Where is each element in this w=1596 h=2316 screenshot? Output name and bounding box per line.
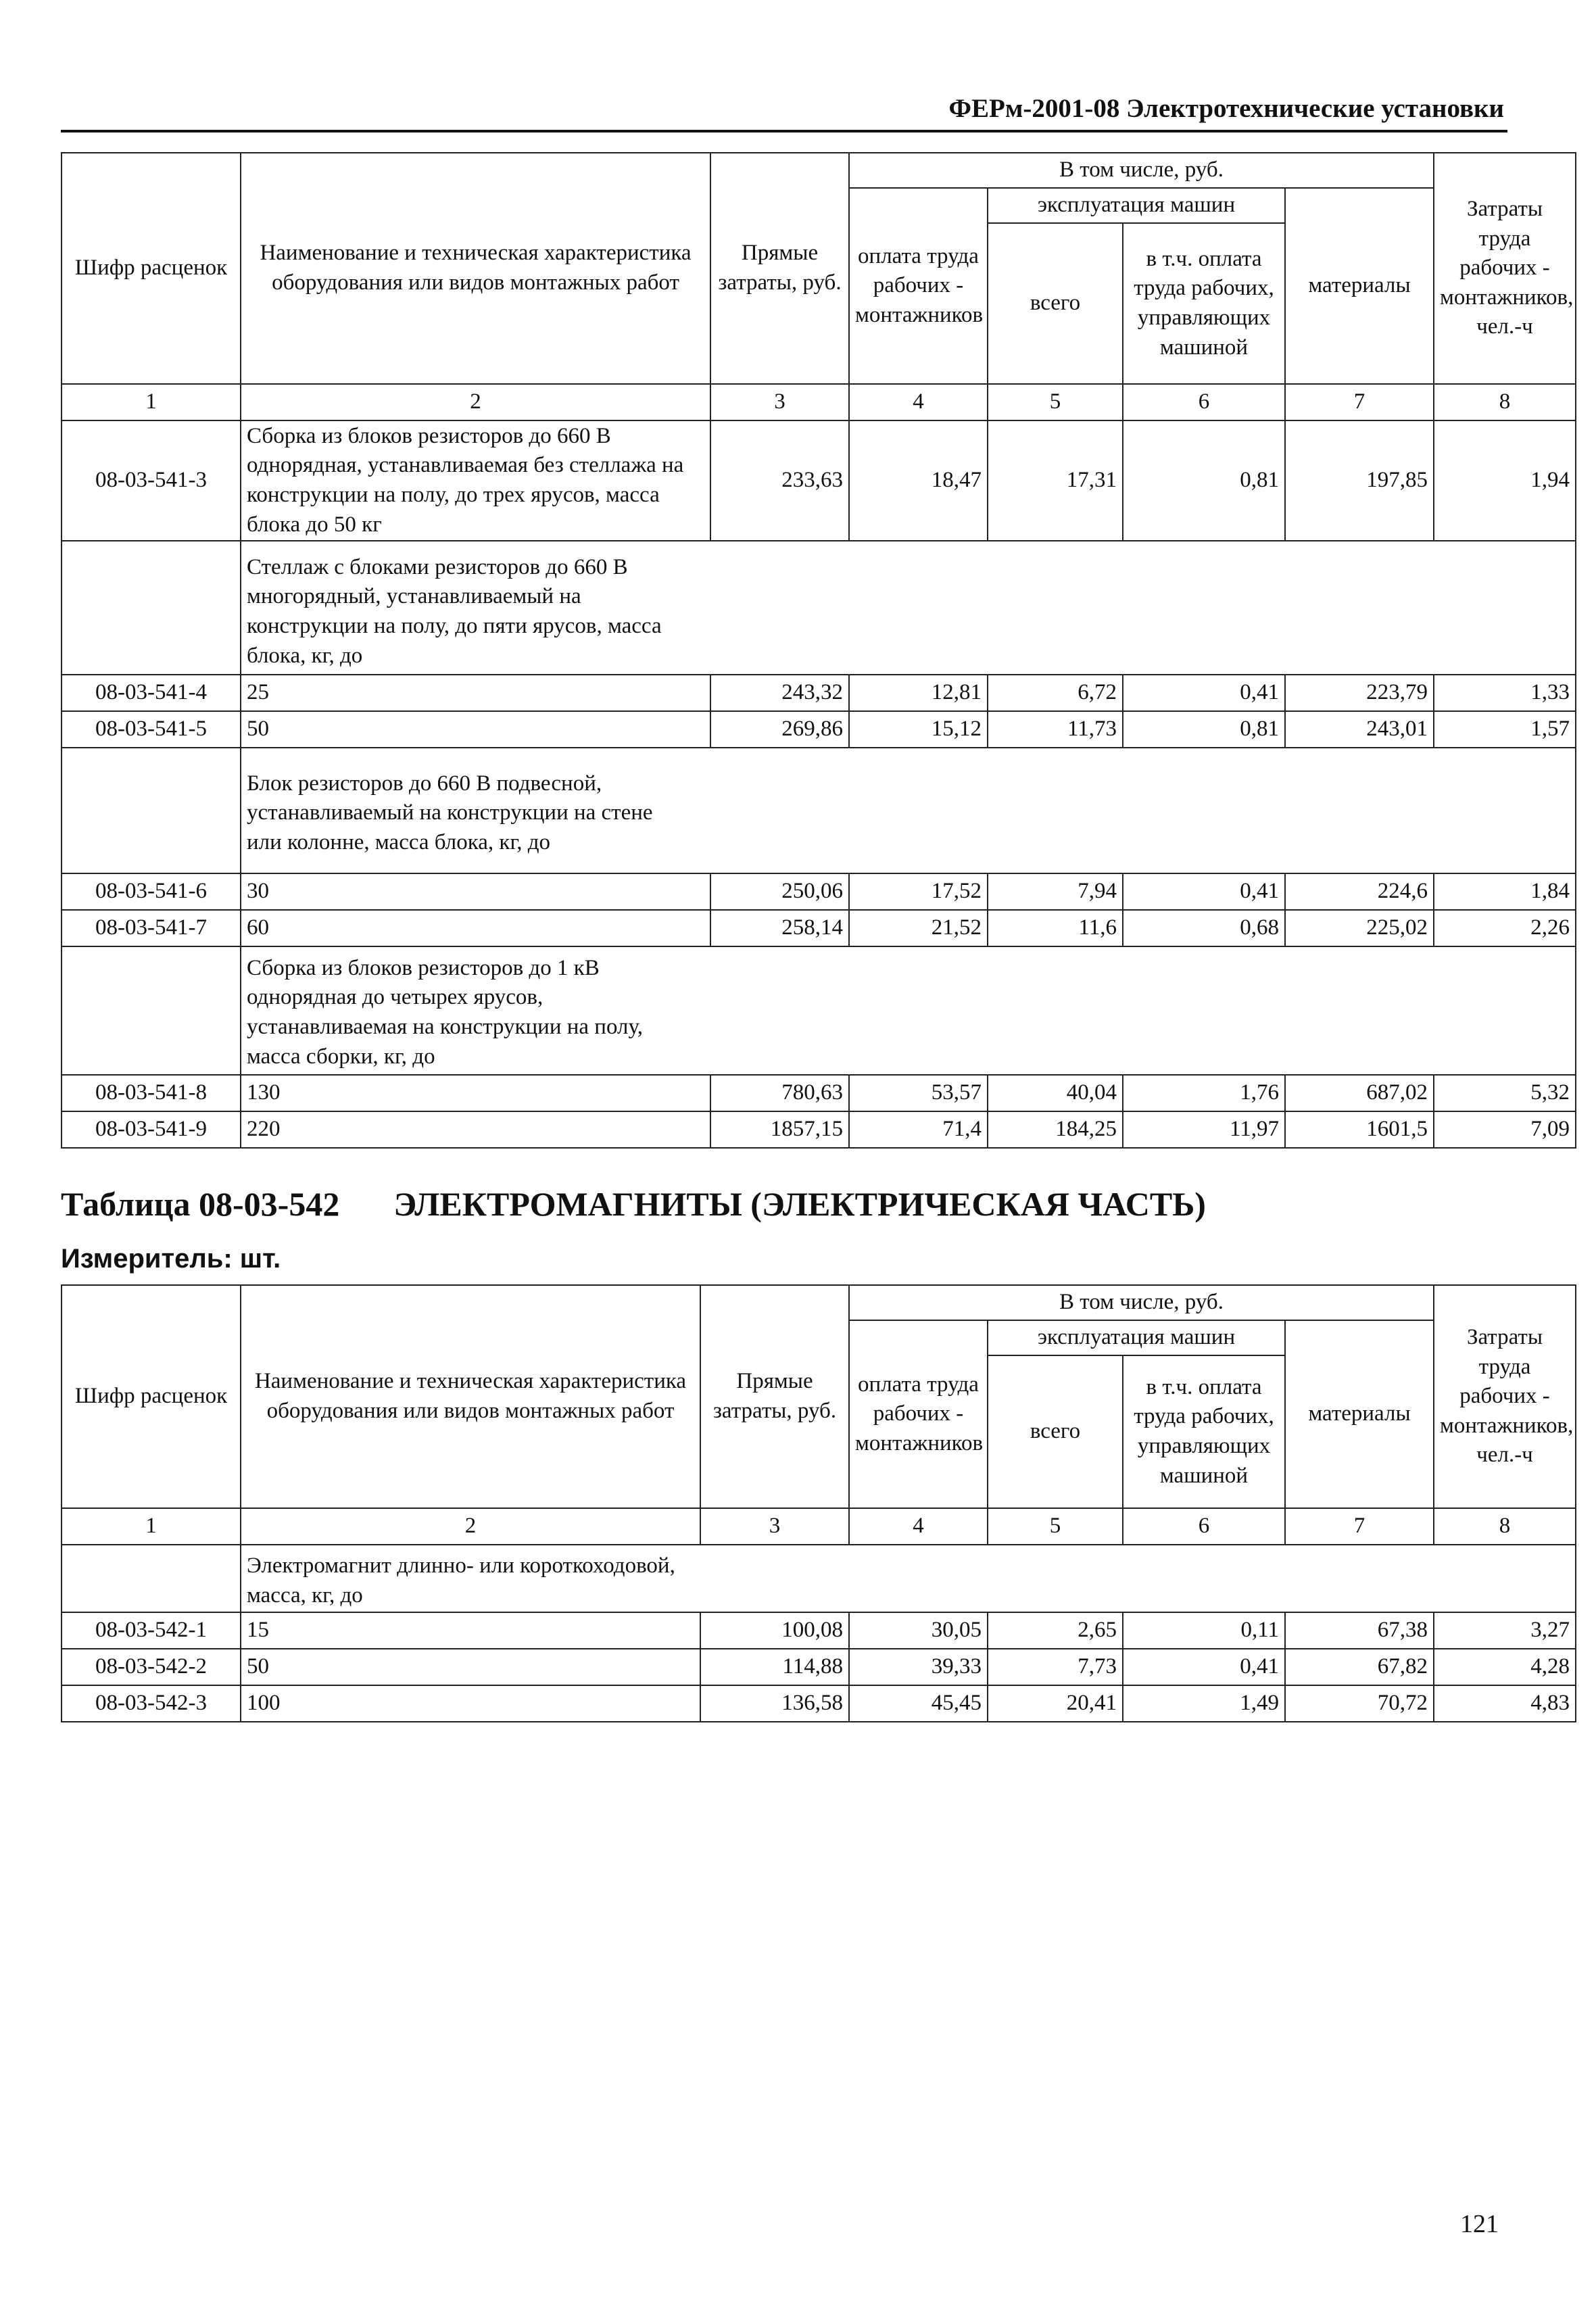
row-mtotal: 11,73 <box>988 711 1123 748</box>
row-name: 130 <box>241 1075 710 1111</box>
table-header <box>62 1285 1576 1545</box>
table-row <box>62 910 1576 946</box>
col-number: 7 <box>1285 1508 1434 1545</box>
row-labor: 17,52 <box>849 873 988 910</box>
row-direct: 1857,15 <box>710 1111 849 1148</box>
row-direct: 243,32 <box>710 675 849 711</box>
row-mtotal: 7,73 <box>988 1649 1123 1685</box>
table-body <box>62 420 1576 1148</box>
row-materials: 243,01 <box>1285 711 1434 748</box>
table-row <box>62 1685 1576 1722</box>
measure-unit: Измеритель: шт. <box>61 1244 281 1274</box>
col-mop-header: в т.ч. оплата труда рабочих, управляющих машиной <box>1123 223 1285 384</box>
col-labor-header: оплата труда рабочих - монтажников <box>849 1320 988 1508</box>
page-header: ФЕРм-2001-08 Электротехнические установки <box>948 94 1504 123</box>
row-direct: 233,63 <box>710 420 849 541</box>
row-labor: 53,57 <box>849 1075 988 1111</box>
row-name: 50 <box>241 1649 700 1685</box>
row-materials: 687,02 <box>1285 1075 1434 1111</box>
col-name-header: Наименование и техническая характеристика оборудования или видов монтажных работ <box>241 1285 700 1508</box>
row-name: 30 <box>241 873 710 910</box>
row-mtotal: 20,41 <box>988 1685 1123 1722</box>
row-direct: 250,06 <box>710 873 849 910</box>
col-number: 4 <box>849 1508 988 1545</box>
row-code: 08-03-542-1 <box>62 1612 241 1649</box>
row-name: 50 <box>241 711 710 748</box>
row-name: 60 <box>241 910 710 946</box>
col-including-header: В том числе, руб. <box>849 1285 1434 1320</box>
row-labor: 21,52 <box>849 910 988 946</box>
table-row <box>62 1612 1576 1649</box>
table-header <box>62 153 1576 420</box>
group-row <box>62 946 1576 1075</box>
row-name: 25 <box>241 675 710 711</box>
col-number: 8 <box>1434 1508 1576 1545</box>
row-labor: 39,33 <box>849 1649 988 1685</box>
col-number: 5 <box>988 384 1123 420</box>
row-name: 220 <box>241 1111 710 1148</box>
group-title: Сборка из блоков резисторов до 1 кВ однорядная до четырех ярусов, устанавливаемая на конструкции на полу, масса сборки, кг, до <box>241 946 1576 1075</box>
table-number: Таблица 08-03-542 <box>61 1185 340 1223</box>
table-row <box>62 1649 1576 1685</box>
group-row <box>62 541 1576 675</box>
col-number: 6 <box>1123 384 1285 420</box>
col-labor-header: оплата труда рабочих - монтажников <box>849 188 988 384</box>
row-direct: 136,58 <box>700 1685 849 1722</box>
col-machines-header: эксплуатация машин <box>988 1320 1285 1355</box>
row-name: 15 <box>241 1612 700 1649</box>
row-mop: 0,11 <box>1123 1612 1285 1649</box>
table-body <box>62 1545 1576 1722</box>
table-row <box>62 711 1576 748</box>
col-number: 2 <box>241 1508 700 1545</box>
row-materials: 225,02 <box>1285 910 1434 946</box>
row-code: 08-03-541-8 <box>62 1075 241 1111</box>
row-hours: 4,83 <box>1434 1685 1576 1722</box>
row-materials: 223,79 <box>1285 675 1434 711</box>
col-number: 6 <box>1123 1508 1285 1545</box>
table-row <box>62 675 1576 711</box>
row-mtotal: 40,04 <box>988 1075 1123 1111</box>
row-hours: 1,84 <box>1434 873 1576 910</box>
page-number: 121 <box>1460 2210 1499 2238</box>
row-mop: 0,41 <box>1123 675 1285 711</box>
table-name: ЭЛЕКТРОМАГНИТЫ (ЭЛЕКТРИЧЕСКАЯ ЧАСТЬ) <box>393 1185 1206 1223</box>
row-mop: 0,41 <box>1123 1649 1285 1685</box>
row-mop: 11,97 <box>1123 1111 1285 1148</box>
col-hours-header: Затраты труда рабочих - монтажников, чел.-ч <box>1434 153 1576 384</box>
table-row <box>62 1075 1576 1111</box>
row-materials: 224,6 <box>1285 873 1434 910</box>
row-name: 100 <box>241 1685 700 1722</box>
row-code: 08-03-542-3 <box>62 1685 241 1722</box>
col-number: 4 <box>849 384 988 420</box>
group-title: Электромагнит длинно- или короткоходовой, масса, кг, до <box>241 1545 1576 1612</box>
row-mtotal: 11,6 <box>988 910 1123 946</box>
price-table-542 <box>61 1284 1576 1722</box>
row-direct: 269,86 <box>710 711 849 748</box>
row-materials: 1601,5 <box>1285 1111 1434 1148</box>
col-mtotal-header: всего <box>988 223 1123 384</box>
row-mtotal: 7,94 <box>988 873 1123 910</box>
col-code-header: Шифр расценок <box>62 1285 241 1508</box>
group-title: Блок резисторов до 660 В подвесной, устанавливаемый на конструкции на стене или колонне, масса блока, кг, до <box>241 748 1576 873</box>
row-code: 08-03-541-5 <box>62 711 241 748</box>
row-labor: 30,05 <box>849 1612 988 1649</box>
row-name: Сборка из блоков резисторов до 660 В однорядная, устанавливаемая без стеллажа на конструкции на полу, до трех ярусов, масса блока до 50 кг <box>241 420 710 541</box>
row-mop: 0,41 <box>1123 873 1285 910</box>
col-including-header: В том числе, руб. <box>849 153 1434 188</box>
col-number: 3 <box>710 384 849 420</box>
col-number: 7 <box>1285 384 1434 420</box>
row-materials: 67,38 <box>1285 1612 1434 1649</box>
col-name-header: Наименование и техническая характеристика оборудования или видов монтажных работ <box>241 153 710 384</box>
col-number: 1 <box>62 384 241 420</box>
col-mtotal-header: всего <box>988 1355 1123 1508</box>
row-hours: 7,09 <box>1434 1111 1576 1148</box>
row-hours: 1,57 <box>1434 711 1576 748</box>
col-number: 8 <box>1434 384 1576 420</box>
col-number: 1 <box>62 1508 241 1545</box>
row-materials: 197,85 <box>1285 420 1434 541</box>
row-mtotal: 184,25 <box>988 1111 1123 1148</box>
row-direct: 780,63 <box>710 1075 849 1111</box>
row-hours: 2,26 <box>1434 910 1576 946</box>
row-code: 08-03-542-2 <box>62 1649 241 1685</box>
row-code: 08-03-541-7 <box>62 910 241 946</box>
col-number: 3 <box>700 1508 849 1545</box>
row-hours: 1,94 <box>1434 420 1576 541</box>
table-row <box>62 420 1576 541</box>
col-mop-header: в т.ч. оплата труда рабочих, управляющих машиной <box>1123 1355 1285 1508</box>
row-hours: 4,28 <box>1434 1649 1576 1685</box>
row-hours: 5,32 <box>1434 1075 1576 1111</box>
row-mtotal: 6,72 <box>988 675 1123 711</box>
table-row <box>62 1111 1576 1148</box>
col-code-header: Шифр расценок <box>62 153 241 384</box>
row-hours: 1,33 <box>1434 675 1576 711</box>
col-hours-header: Затраты труда рабочих - монтажников, чел.-ч <box>1434 1285 1576 1508</box>
row-code: 08-03-541-6 <box>62 873 241 910</box>
row-code: 08-03-541-3 <box>62 420 241 541</box>
row-mtotal: 17,31 <box>988 420 1123 541</box>
group-row <box>62 1545 1576 1612</box>
row-direct: 100,08 <box>700 1612 849 1649</box>
row-mop: 0,68 <box>1123 910 1285 946</box>
group-title: Стеллаж с блоками резисторов до 660 В многорядный, устанавливаемый на конструкции на полу, до пяти ярусов, масса блока, кг, до <box>241 541 1576 675</box>
row-code: 08-03-541-4 <box>62 675 241 711</box>
row-labor: 18,47 <box>849 420 988 541</box>
row-materials: 67,82 <box>1285 1649 1434 1685</box>
header-rule <box>61 130 1507 132</box>
col-number: 2 <box>241 384 710 420</box>
row-labor: 15,12 <box>849 711 988 748</box>
table-title <box>61 1184 1206 1224</box>
price-table-541 <box>61 152 1576 1149</box>
col-number: 5 <box>988 1508 1123 1545</box>
row-labor: 71,4 <box>849 1111 988 1148</box>
row-mop: 1,49 <box>1123 1685 1285 1722</box>
row-materials: 70,72 <box>1285 1685 1434 1722</box>
col-direct-header: Прямые затраты, руб. <box>710 153 849 384</box>
row-labor: 45,45 <box>849 1685 988 1722</box>
table-row <box>62 873 1576 910</box>
col-machines-header: эксплуатация машин <box>988 188 1285 223</box>
col-materials-header: материалы <box>1285 1320 1434 1508</box>
row-mop: 1,76 <box>1123 1075 1285 1111</box>
row-mop: 0,81 <box>1123 420 1285 541</box>
row-mtotal: 2,65 <box>988 1612 1123 1649</box>
group-row <box>62 748 1576 873</box>
row-code: 08-03-541-9 <box>62 1111 241 1148</box>
row-mop: 0,81 <box>1123 711 1285 748</box>
row-direct: 114,88 <box>700 1649 849 1685</box>
col-direct-header: Прямые затраты, руб. <box>700 1285 849 1508</box>
row-direct: 258,14 <box>710 910 849 946</box>
row-labor: 12,81 <box>849 675 988 711</box>
col-materials-header: материалы <box>1285 188 1434 384</box>
row-hours: 3,27 <box>1434 1612 1576 1649</box>
